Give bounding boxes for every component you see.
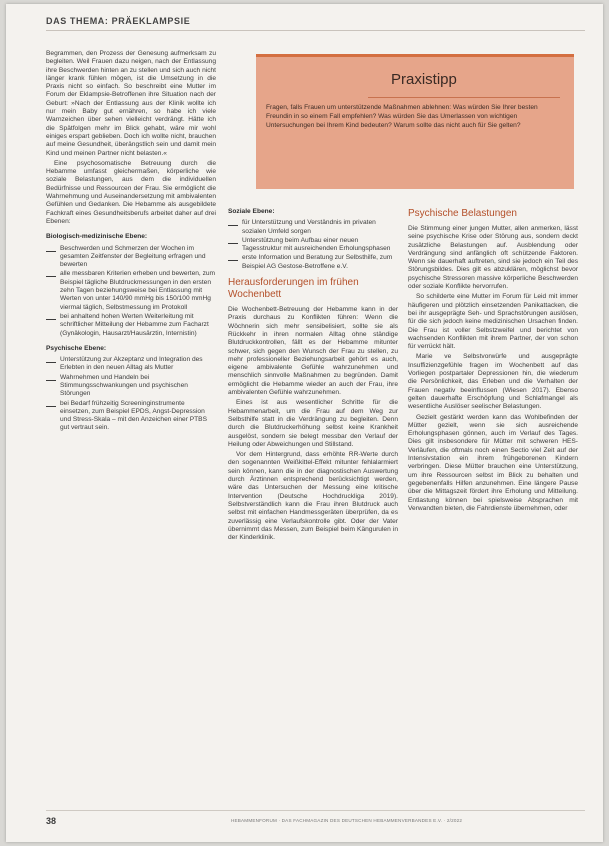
social-heading: Soziale Ebene: (228, 208, 275, 215)
magazine-page (6, 4, 603, 842)
list-item: erste Information und Beratung zur Selbsthilfe, zum Beispiel AG Gestose-Betroffene e.V. (228, 254, 398, 271)
paragraph: Begrammen, den Prozess der Genesung aufmerksam zu begleiten. Weil Frauen dazu neigen, nach der Entlassung ihre Beschwerden hinten an zu stellen und sich auch nicht länger krank fühlen mögen, ist die Umsetzung in die Praxis nicht so einfach. So beschreibt eine Mutter im Forum der Eklampsie-Betroffenen ihre Situation nach der Geburt: »Nach der Entlassung aus der Klinik wollte ich nur mein Baby gut ernähren, so habe ich viele Warnzeichen über sehen vielleicht verdrängt. Hätte ich die Spätfolgen mehr im Blick gehabt, wäre mir wohl einiges erspart geblieben. Doch ich wollte nicht, brauchen auf meine Gesundheit, überängstlich sein und damit mein Kind und meinen Partner nicht belasten.« (46, 50, 216, 157)
paragraph: Eines ist aus wesentlicher Schritte für die Hebammenarbeit, um die Frau auf dem Weg zur Selbsthilfe statt in die Verdrängung zu begleiten. Denn durch die Blutdruckerhöhung selbst keine Krankheit ausgelöst, sondern sie belegt messbar den Verlauf der Heilung oder Abweichungen und Stillstand. (228, 399, 398, 448)
column-left (46, 50, 216, 435)
list-item: Wahrnehmen und Handeln bei Stimmungsschwankungen und psychischen Störungen (46, 374, 216, 399)
paragraph: Gezielt gestärkt werden kann das Wohlbefinden der Mütter gezielt, wenn sie sich ausreichende Erholungsphasen gönnen, auch im Verlauf des Tages. Dies gilt insbesondere für Mütter mit schweren HES-Verläufen, die oftmals noch einen Sectio viel Zeit auf der Intensivstation ein ihrem frühgeborenen Kindern verbringen. Diese Mütter brauchen eine Unterstützung, um ihre Ressourcen selbst im Blick zu behalten und gegebenenfalls Hilfen anzunehmen. Eine längere Pause über die Mittagszeit fördert ihre Erholung und Mitteilung. Entlastung können bei spielsweise Absprachen mit Verwandten bieten, die Fahrdienste übernehmen, oder (408, 413, 578, 512)
section-title: Herausforderungen im frühen Wochenbett (228, 277, 359, 301)
tip-divider (368, 97, 560, 98)
list-item: bei anhaltend hohen Werten Weiterleitung mit schriftlicher Mitteilung der Hebamme zum Facharzt (Gynäkologin, Hausarzt/Hausärztin, Internistin) (46, 313, 216, 338)
paragraph: So schilderte eine Mutter im Forum für Leid mit immer häufigeren und plötzlich einsetzenden Panikattacken, die bei ihr ausgeprägte Seh- und Sprachstörungen auslösen, für die sich jedoch keine medizinischen Ursachen finden. Die Frau ist voller Selbstzweifel und berichtet von wachsenden Konflikten mit ihrem Partner, der von schon für verrückt hält. (408, 293, 578, 351)
page-number: 38 (46, 816, 57, 826)
paragraph: Vor dem Hintergrund, dass erhöhte RR-Werte durch den sogenannten Weißkittel-Effekt mitunter fehlalarmiert sein können, kann die in der diagnostischen Auswertung durch Ärztinnen entsprechend berücksichtigt werden, wäre das Untersuchen der Messung eine kritische Intervention (Deutsche Hochdruckliga 2019). Selbstverständlich kann die Frau ihren Blutdruck auch selbst mit einfachen Handmessgeräten überprüfen, da es zuverlässig eine Verlaufskontrolle gibt. Oder der Vater übernimmt das Messen, zum Beispiel beim Kängurulen in der Kinderklinik. (228, 451, 398, 542)
bio-heading: Biologisch-medizinische Ebene: (46, 233, 148, 241)
bio-list (46, 245, 216, 338)
paragraph: Die Stimmung einer jungen Mutter, allen anmerken, lässt seine psychische Krise oder Störung aus, sondern deckt zusätzliche Belastungen auf. Ausblendung oder Verdrängung sind anfänglich oft schützende Faktoren. Wenn sie dauerhaft auftreten, sind sie jedoch ein Teil des Störungsbildes. Dies gilt es abzuklären, möglichst bevor psychische Stressoren massive körperliche Beschwerden oder soziale Konflikte hervorrufen. (408, 225, 578, 291)
page-header: DAS THEMA: PRÄEKLAMPSIE (46, 16, 191, 26)
practice-tip-box (256, 54, 574, 189)
tip-text: Fragen, falls Frauen um unterstützende Maßnahmen ablehnen: Was würden Sie Ihrer besten Freundin in so einem Fall empfehlen? Was würden Sie das Umerlassen von wichtigen Untersuchungen bei Ihrem Kind bedeuten? Warum sollte das nicht auch für Sie gelten? (266, 104, 538, 129)
paragraph: Marie ve Selbstvorwürfe und ausgeprägte Insuffizienzgefühle fragen im Wochenbett auf das Vorliegen postpartaler Depressionen hin, die wiederum die Persönlichkeit, das Erleben und die Verhalten der Frauen negativ beeinflussen (Wiesen 2017). Ebenso gelten dauerhafte Erschöpfung und Schlafmangel als wesentliche Auslöser seelischer Belastungen. (408, 353, 578, 411)
social-list (228, 219, 398, 271)
tip-title: Praxistipp (391, 71, 457, 88)
paragraph: Die Wochenbett-Betreuung der Hebamme kann in der Praxis durchaus zu Konflikten führen: Wenn die Wöchnerin sich mehr sensibelisiert, sollte sie als Rückkehr in ihren normalen Alltag ohne ständige Blutdruckkontrollen, fällt es der Hebamme mitunter schwer, sich gegen den Wunsch der Frau zu stellen, zu mehr professioneller Beziehungsarbeit gehört es auch, eigene ambivalente Gefühle wahrzunehmen und menschlich sinnvolle Maßnahmen zu begründen. Damit ermöglicht die Hebamme wieder an auch der Frau, ihre ambivalenten Gefühle wahrzunehmen. (228, 306, 398, 397)
list-item: bei Bedarf frühzeitig Screeninginstrumente einsetzen, zum Beispiel EPDS, Angst-Depression und Stress-Skala – mit den Anzeichen einer PTBS gut vertraut sein. (46, 400, 216, 433)
psych-list (46, 356, 216, 433)
list-item: Unterstützung beim Aufbau einer neuen Tagesstruktur mit ausreichenden Erholungsphasen (228, 237, 398, 254)
section-title: Psychische Belastungen (408, 208, 517, 219)
header-divider (46, 30, 585, 31)
list-item: alle messbaren Kriterien erheben und bewerten, zum Beispiel tägliche Blutdruckmessungen in den ersten zehn Tagen beziehungsweise bei Entlassung mit Werten von unter 140/90 mmHg bis 150/100 mmHg viermal täglich, Selbstmessung im Protokoll (46, 270, 216, 311)
list-item: für Unterstützung und Verständnis im privaten sozialen Umfeld sorgen (228, 219, 398, 236)
column-middle (228, 208, 398, 544)
footer-text: HEBAMMENFORUM · DAS FACHMAGAZIN DES DEUTSCHEN HEBAMMENVERBANDES E.V. · 2/2022 (231, 818, 463, 823)
column-right (408, 208, 578, 515)
list-item: Unterstützung zur Akzeptanz und Integration des Erlebten in den neuen Alltag als Mutter (46, 356, 216, 373)
paragraph: Eine psychosomatische Betreuung durch die Hebamme umfasst gleichermaßen, körperliche wie soziale Belastungen, aus dem die individuellen Bedürfnisse und Ressourcen der Frau. Sie ermöglicht die Wahrnehmung und Auseinandersetzung mit ambivalenten Gefühlen und Gedanken. Die Hebamme als ausgebildete Fachkraft eines Gesundheitsberufs arbeitet daher auf drei Ebenen: (46, 159, 216, 225)
psych-heading: Psychische Ebene: (46, 344, 107, 352)
footer-divider (46, 810, 585, 811)
list-item: Beschwerden und Schmerzen der Wochen im gesamten Zeitfenster der Begleitung erfragen und bewerten (46, 245, 216, 270)
